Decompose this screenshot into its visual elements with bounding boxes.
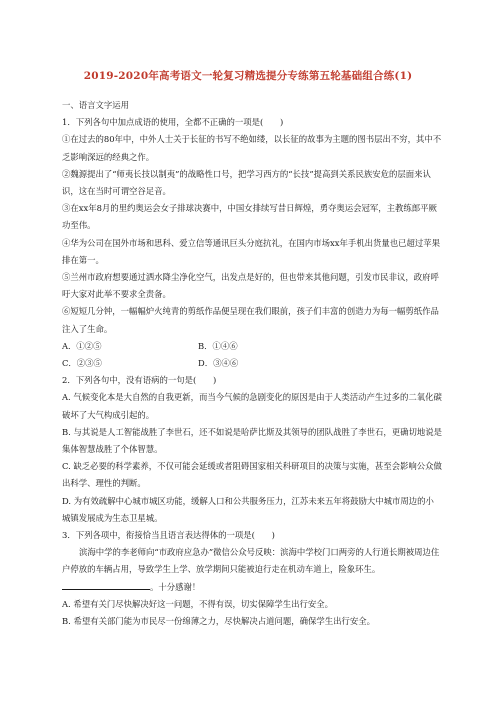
section-heading: 一、语言文字运用 bbox=[62, 100, 129, 110]
option-c: C．②③⑤ bbox=[62, 358, 102, 369]
option-b: B．①④⑥ bbox=[198, 340, 238, 351]
question-1-sentence-4: ④华为公司在国外市场和思科、爱立信等通讯巨头分庭抗礼，在国内市场xx年手机出货量也已超过苹果排在第一。 bbox=[62, 237, 440, 265]
passage-text: 滨海中学的李老师向“市政府应急办”微信公众号反映：滨海中学校门口两旁的人行道长期被周边住户停放的车辆占用，导致学生上学、放学期间只能被迫行走在机动车道上，险象环生。 bbox=[62, 547, 440, 575]
question-2-option-b: B. 与其说是人工智能战胜了李世石，还不如说是哈萨比斯及其领导的团队战胜了李世石，更确切地说是集体智慧战胜了个体智慧。 bbox=[62, 426, 442, 455]
question-1-sentence-6: ⑥短短几分钟，一幅幅炉火纯青的剪纸作品便呈现在我们眼前，孩子们丰富的创造力为每一幅剪纸作品注入了生命。 bbox=[62, 306, 439, 334]
question-2-option-c: C. 缺乏必要的科学素养，不仅可能会延缓或者阻碍国家相关科研项目的决策与实施，甚至会影响公众做出科学、理性的判断。 bbox=[62, 461, 442, 489]
question-1-options-row-1 bbox=[62, 338, 442, 355]
question-1-options-row-2 bbox=[62, 355, 442, 372]
question-1-sentence-5: ⑤兰州市政府想要通过洒水降尘净化空气，出发点是好的，但也带来其他问题，引发市民非议，政府呼吁大家对此举不要求全责备。 bbox=[62, 272, 439, 300]
question-1-sentence-1: ①在过去的80年中，中外人士关于长征的书写不绝如缕，以长征的故事为主题的图书层出不穷，其中不乏影响深远的经典之作。 bbox=[62, 134, 442, 162]
option-a: A．①②⑤ bbox=[62, 340, 102, 351]
question-1-sentence-2: ②魏源提出了“师夷长技以制夷”的战略性口号，把学习西方的“长技”提高到关系民族安危的层面来认识，这在当时可谓空谷足音。 bbox=[62, 168, 431, 197]
question-3-passage bbox=[62, 544, 442, 596]
question-3-option-b: B. 希望有关部门能为市民尽一份绵薄之力，尽快解决占道问题，确保学生出行安全。 bbox=[62, 616, 375, 627]
document-title: 2019-2020年高考语文一轮复习精选提分专练第五轮基础组合练(1) bbox=[83, 70, 413, 82]
question-3-option-a: A. 希望有关门尽快解决好这一问题，不得有误，切实保障学生出行安全。 bbox=[62, 598, 333, 609]
option-d: D．③④⑥ bbox=[198, 358, 239, 369]
question-2-option-d: D. 为有效疏解中心城市城区功能，缓解人口和公共服务压力，江苏未来五年将鼓励大中城市周边的小城镇发展成为生态卫星城。 bbox=[62, 495, 434, 523]
question-2-stem: 2．下列各句中，没有语病的一句是( ) bbox=[62, 375, 217, 386]
question-1-sentence-3: ③在xx年8月的里约奥运会女子排球决赛中，中国女排续写昔日辉煌，勇夺奥运会冠军，主教练郎平厥功至伟。 bbox=[62, 203, 437, 231]
passage-ending: 。十分感谢！ bbox=[150, 581, 201, 592]
question-1-stem: 1．下列各句中加点成语的使用，全都不正确的一项是( ) bbox=[62, 117, 284, 128]
question-3-stem: 3．下列各项中，衔接恰当且语言表达得体的一项是( ) bbox=[62, 530, 275, 541]
document-body bbox=[62, 97, 442, 630]
question-2-option-a: A. 气候变化本是大自然的自我更新，而当今气候的急剧变化的原因是由于人类活动产生过多的二氧化碳破坏了大气构成引起的。 bbox=[62, 392, 442, 420]
answer-blank bbox=[62, 580, 150, 590]
